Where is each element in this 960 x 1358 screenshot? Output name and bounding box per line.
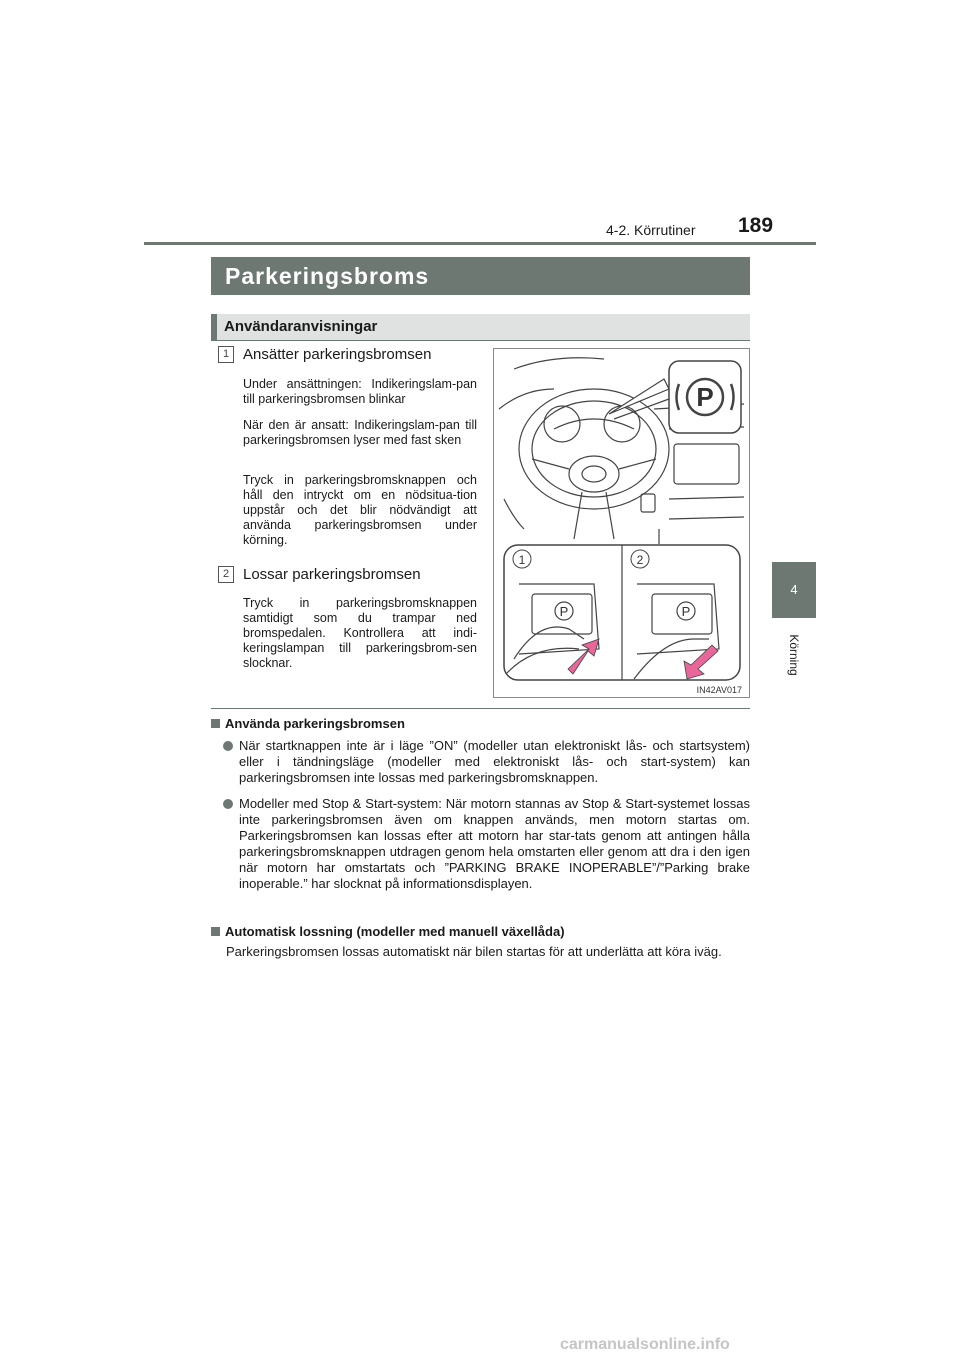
section-heading-2 (211, 924, 565, 939)
figure-code: IN42AV017 (696, 685, 742, 695)
section-2-paragraph: Parkeringsbromsen lossas automatiskt när bilen startas för att underlätta att köra iväg. (226, 944, 722, 959)
bullet-item-2 (224, 796, 750, 892)
subtitle-text: Användaranvisningar (224, 318, 378, 335)
square-bullet-icon (211, 719, 220, 728)
parking-brake-illustration (493, 348, 750, 698)
step-1-paragraph-1: Under ansättningen: Indikeringslam-pan till parkeringsbromsen blinkar (243, 377, 477, 406)
bullet-item-2-text: Modeller med Stop & Start-system: När motorn stannas av Stop & Start-systemet lossas inte parkeringsbromsen även om knappen används, men motorn startas om. Parkeringsbromsen kan lossas efter att motorn har star-tats genom att antingen hålla parkeringsbromsknappen utdragen genom hela omstarten eller genom att dra i den igen när motorn har omstartats och ”PARKING BRAKE INOPERABLE”/”Parking brake inoperable.” har slocknat på informationsdisplayen. (239, 796, 750, 891)
subtitle-rule (211, 340, 750, 341)
figure-callout-1: 1 (518, 553, 526, 567)
step-2-paragraph-1: Tryck in parkeringsbromsknappen samtidigt som du trampar ned bromspedalen. Kontrollera att indi-keringslampan till parkeringsbrom-sen slocknar. (243, 596, 477, 670)
illustration-svg (494, 349, 749, 697)
figure-callout-2: 2 (636, 553, 644, 567)
step-title-1: Ansätter parkeringsbromsen (243, 346, 432, 363)
bullet-item-1 (224, 738, 750, 786)
square-bullet-icon (211, 927, 220, 936)
page-title: Parkeringsbroms (211, 257, 750, 295)
icon-letter-right: P (681, 604, 691, 619)
section-heading-2-text: Automatisk lossning (modeller med manuell växellåda) (225, 924, 565, 939)
step-number-1: 1 (218, 346, 234, 363)
step-title-2: Lossar parkeringsbromsen (243, 566, 421, 583)
step-1-paragraph-3: Tryck in parkeringsbromsknappen och håll den intryckt om en nödsitua-tion uppstår och det blir nödvändigt att använda parkeringsbromsen under körning. (243, 473, 477, 547)
round-bullet-icon (223, 799, 233, 809)
section-rule (211, 708, 750, 709)
icon-letter-large: P (696, 382, 714, 412)
subtitle-bar (211, 314, 750, 340)
step-1-paragraph-2: När den är ansatt: Indikeringslam-pan till parkeringsbromsen lyser med fast sken (243, 418, 477, 447)
chapter-label (772, 625, 816, 685)
chapter-tab[interactable]: 4 (772, 562, 816, 618)
icon-letter-left: P (559, 604, 569, 619)
section-heading-1 (211, 716, 405, 731)
subtitle-accent (211, 314, 217, 340)
page-number: 189 (738, 214, 774, 237)
footer-watermark: carmanualsonline.info (560, 1336, 730, 1353)
step-number-2: 2 (218, 566, 234, 583)
section-heading-1-text: Använda parkeringsbromsen (225, 716, 405, 731)
bullet-item-1-text: När startknappen inte är i läge ”ON” (modeller utan elektroniskt lås- och startsystem) eller i tändningsläge (modeller med elektroniskt lås- och start-system) kan parkeringsbromsen inte lossas med parkeringsbromsknappen. (239, 738, 750, 785)
section-label: 4-2. Körrutiner (606, 222, 696, 238)
round-bullet-icon (223, 741, 233, 751)
header-rule (144, 242, 816, 245)
chapter-label-text: Körning (787, 634, 801, 676)
